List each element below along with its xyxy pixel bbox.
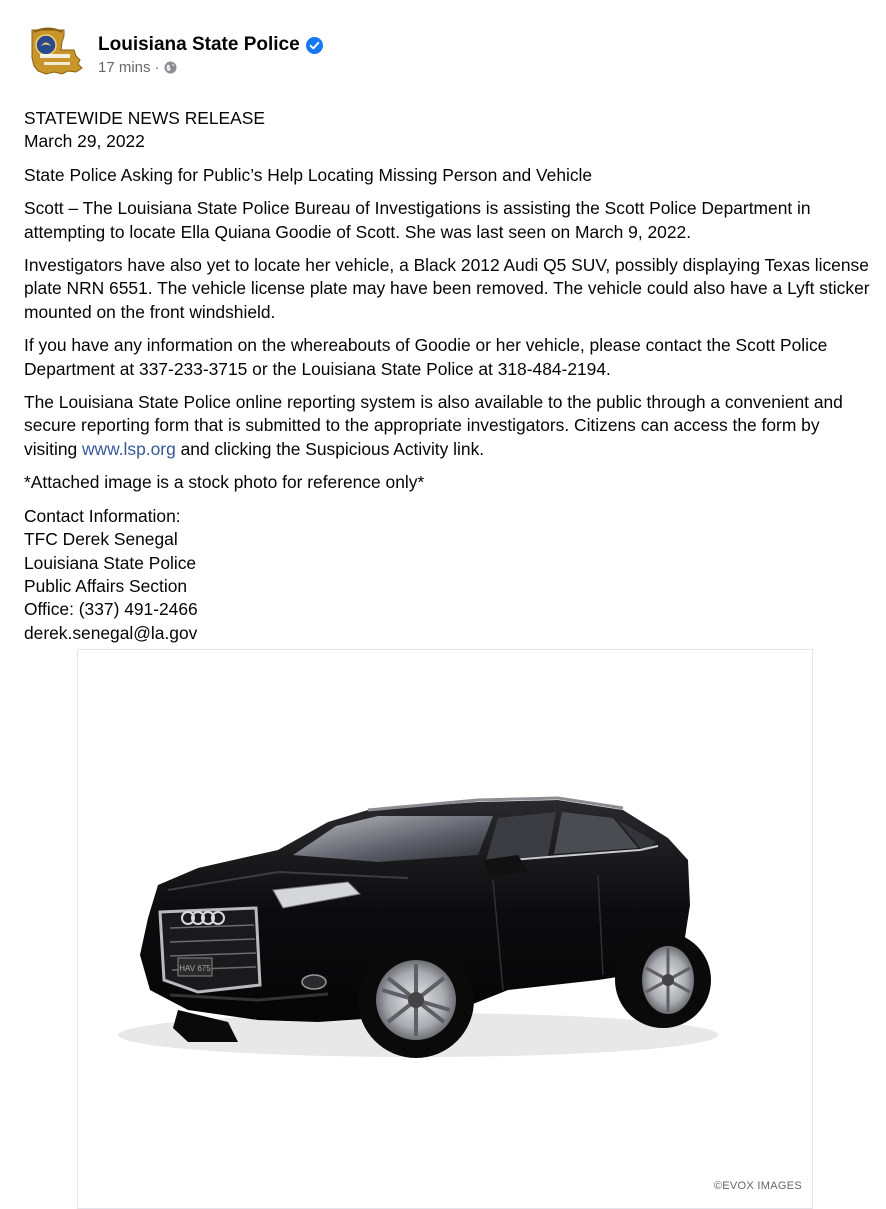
release-date: March 29, 2022: [24, 131, 145, 152]
release-paragraph-4: [24, 391, 874, 461]
post-timestamp[interactable]: 17 mins: [98, 59, 151, 76]
paragraph-4-text-before: The Louisiana State Police online reporting system is also available to the public through a convenient and secure reporting form that is submitted to the appropriate investigators. Citizens can access the form by visiting: [24, 392, 843, 459]
post-header-text: [98, 24, 323, 76]
photo-watermark: ©EVOX IMAGES: [713, 1180, 802, 1192]
contact-email: derek.senegal@la.gov: [24, 622, 198, 643]
page-name-link[interactable]: Louisiana State Police: [98, 34, 300, 55]
release-paragraph-1: Scott – The Louisiana State Police Bureau of Investigations is assisting the Scott Police Department in attempting to locate Ella Quiana Goodie of Scott. She was last seen on March 9, 2022.: [24, 198, 811, 242]
post-meta: [98, 59, 323, 76]
meta-separator: ·: [154, 59, 160, 76]
release-paragraph-2: Investigators have also yet to locate her vehicle, a Black 2012 Audi Q5 SUV, possibly displaying Texas license plate NRN 6551. The vehicle license plate may have been removed. The vehicle could also have a Lyft sticker mounted on the front windshield.: [24, 255, 870, 322]
release-header-block: [24, 107, 874, 154]
post-header: [24, 24, 323, 80]
release-heading: STATEWIDE NEWS RELEASE: [24, 108, 265, 128]
contact-office: Office: (337) 491-2466: [24, 599, 198, 620]
verified-badge-icon: [306, 37, 323, 54]
page-avatar[interactable]: [24, 24, 86, 80]
license-plate-text: HAV 675: [179, 964, 211, 973]
contact-org: Louisiana State Police: [24, 552, 197, 573]
contact-block: [24, 505, 874, 645]
contact-heading: Contact Information:: [24, 505, 181, 526]
contact-section: Public Affairs Section: [24, 575, 188, 596]
black-suv-image: [78, 650, 812, 1190]
louisiana-state-police-badge-icon: [24, 24, 86, 80]
lsp-website-link[interactable]: www.lsp.org: [82, 438, 176, 459]
stock-photo-note: *Attached image is a stock photo for reference only*: [24, 472, 425, 493]
page-name-row: [98, 34, 323, 56]
globe-icon[interactable]: [164, 61, 177, 74]
attached-photo[interactable]: [77, 649, 813, 1209]
release-paragraph-3: If you have any information on the whereabouts of Goodie or her vehicle, please contact the Scott Police Department at 337-233-3715 or the Louisiana State Police at 318-484-2194.: [24, 335, 828, 379]
paragraph-4-text-after: and clicking the Suspicious Activity link.: [175, 438, 485, 459]
post-message: [24, 107, 874, 655]
contact-name: TFC Derek Senegal: [24, 529, 178, 550]
release-title: State Police Asking for Public’s Help Locating Missing Person and Vehicle: [24, 164, 593, 185]
